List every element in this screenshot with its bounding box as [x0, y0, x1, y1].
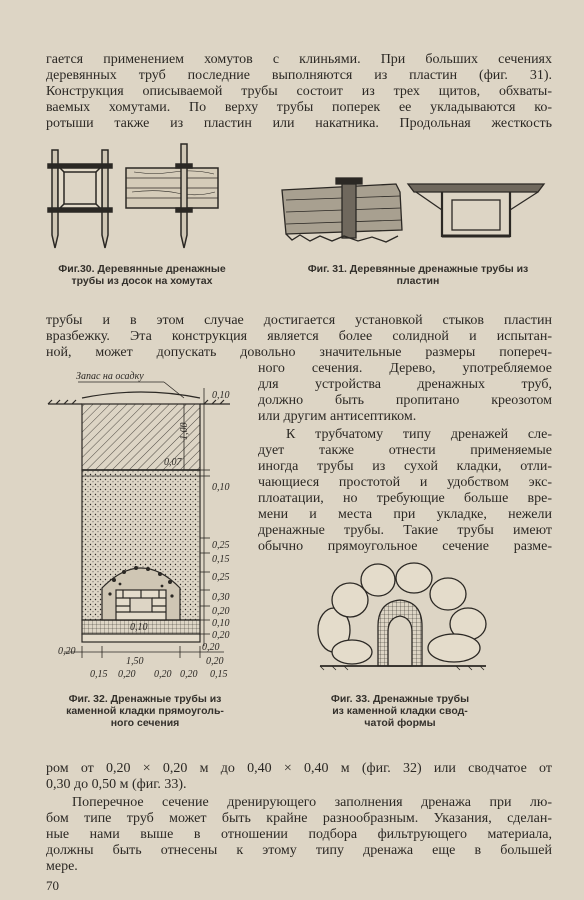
fig32-dim: 0,30: [212, 592, 230, 603]
text-line: трубы и в этом случае достигается установкой стыков пластин: [46, 313, 552, 328]
caption-line: чатой формы: [364, 717, 436, 729]
text-line: К трубчатому типу дренажей сле-: [286, 427, 552, 442]
text-line: 0,30 до 0,50 м (фиг. 33).: [46, 777, 187, 792]
fig32-dim: 0,25: [212, 572, 230, 583]
fig32-dim: 0,15: [210, 669, 228, 680]
fig32-dim: 0,15: [90, 669, 108, 680]
text-line: ного сечения. Дерево, употребляемое: [258, 361, 552, 376]
text-line: ные нами выше в отношении подбора фильтрующего материала,: [46, 827, 552, 842]
text-line: гается применением хомутов с клиньями. При больших сечениях: [46, 52, 552, 67]
caption-line: Фиг. 33. Дренажные трубы: [330, 693, 470, 705]
text-line: плоатации, но требующие больше вре-: [258, 491, 552, 506]
text-line: бом типе труб может быть крайне разнообразным. Указания, сделан-: [46, 811, 552, 826]
text-line: вразбежку. Эта конструкция является более солидной и испытан-: [46, 329, 552, 344]
text-line: ваемых хомутами. По верху трубы поперек ее укладываются ко-: [46, 100, 552, 115]
fig32-dim: 0,10: [212, 390, 230, 401]
fig32-dim: 0,20: [212, 606, 230, 617]
fig33-vaulted-drain-drawing: [316, 562, 490, 674]
text-line: или другим антисептиком.: [258, 409, 417, 424]
text-line: ной, может допускать довольно значительные размеры попереч-: [46, 345, 552, 360]
fig32-dim: 0,20: [180, 669, 198, 680]
caption-line: каменной кладки прямоуголь-: [66, 705, 224, 717]
caption-line: Фиг. 31. Деревянные дренажные трубы из: [307, 263, 529, 275]
fig32-top-label: Запас на осадку: [76, 371, 144, 382]
text-line: для устройства дренажных труб,: [258, 377, 552, 392]
text-line: должны быть отнесены к этому типу дренажа еще в большей: [46, 843, 552, 858]
text-line: мере.: [46, 859, 78, 874]
text-line: мени и места при укладке, нежели: [258, 507, 552, 522]
fig32-dim: 1,00: [179, 422, 190, 440]
fig32-dim: 1,50: [126, 656, 144, 667]
text-line: Конструкция описываемой трубы состоит из трех щитов, обхваты-: [46, 84, 552, 99]
fig31-caption: [276, 263, 560, 287]
fig30-caption: [40, 263, 244, 287]
fig32-dim: 0,10: [212, 482, 230, 493]
text-line: иногда трубы из сухой кладки, отли-: [258, 459, 552, 474]
text-line: деревянных труб последние выполняются из пластин (фиг. 31).: [46, 68, 552, 83]
caption-line: трубы из досок на хомутах: [71, 275, 213, 287]
fig33-caption: [310, 693, 490, 729]
fig32-dim: 0,20: [206, 656, 224, 667]
fig32-dim: 0,20: [154, 669, 172, 680]
fig30-wooden-pipe-drawing: [44, 140, 224, 260]
text-line: ром от 0,20 × 0,20 м до 0,40 × 0,40 м (фиг. 32) или сводчатое от: [46, 761, 552, 776]
text-line: дренажные трубы. Такие трубы имеют: [258, 523, 552, 538]
fig32-dim: 0,07: [164, 457, 182, 468]
caption-line: Фиг.30. Деревянные дренажные: [58, 263, 226, 275]
fig32-dim: 0,25: [212, 540, 230, 551]
fig32-dim: 0,20: [58, 646, 76, 657]
fig32-caption: [40, 693, 250, 729]
page-number: 70: [46, 878, 59, 893]
caption-line: из каменной кладки свод-: [332, 705, 468, 717]
fig31-wooden-pipe-drawing: [276, 170, 556, 250]
text-line: ротыши также из пластин или накатника. Продольная жесткость: [46, 116, 552, 131]
text-line: Поперечное сечение дренирующего заполнения дренажа при лю-: [72, 795, 552, 810]
text-line: должно быть пропитано креозотом: [258, 393, 552, 408]
fig32-dim: 0,20: [118, 669, 136, 680]
text-line: чающиеся простотой и удобством экс-: [258, 475, 552, 490]
text-line: обычно прямоугольное сечение разме-: [258, 539, 552, 554]
caption-line: ного сечения: [110, 717, 180, 729]
text-line: дует также отнести применяемые: [258, 443, 552, 458]
fig32-dim: 0,10: [212, 618, 230, 629]
caption-line: пластин: [396, 275, 440, 287]
fig32-stone-drain-section: [44, 368, 258, 682]
fig32-dim: 0,20: [212, 630, 230, 641]
fig32-dim: 0,20: [202, 642, 220, 653]
caption-line: Фиг. 32. Дренажные трубы из: [68, 693, 222, 705]
fig32-dim: 0,15: [212, 554, 230, 565]
fig32-dim: 0,10: [130, 622, 148, 633]
